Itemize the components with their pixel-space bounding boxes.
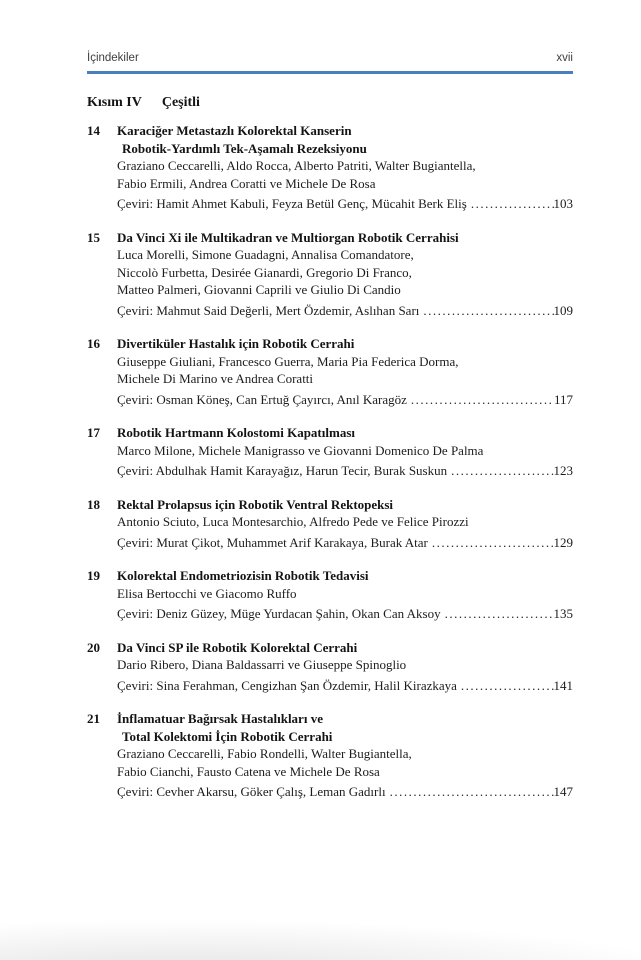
chapter-title-line: Robotik Hartmann Kolostomi Kapatılması	[117, 425, 355, 440]
translator-line	[117, 534, 573, 552]
translator-text: Çeviri: Osman Köneş, Can Ertuğ Çayırcı, Anıl Karagöz	[117, 391, 407, 407]
chapter-title-line: Divertiküler Hastalık için Robotik Cerrahi	[117, 336, 355, 351]
author-line: Fabio Cianchi, Fausto Catena ve Michele De Rosa	[117, 763, 380, 779]
translator-text: Çeviri: Sina Ferahman, Cengizhan Şan Özdemir, Halil Kirazkaya	[117, 677, 457, 693]
author-line: Matteo Palmeri, Giovanni Caprili ve Giulio Di Candio	[117, 282, 401, 297]
dot-leader	[428, 534, 554, 552]
chapter-title-line: İnflamatuar Bağırsak Hastalıkları ve	[117, 711, 323, 726]
chapter-authors	[117, 157, 573, 192]
chapter-title	[117, 335, 573, 353]
dot-leader	[386, 783, 554, 801]
chapter-title	[117, 122, 573, 157]
author-line: Graziano Ceccarelli, Aldo Rocca, Alberto Patriti, Walter Bugiantella,	[117, 158, 476, 173]
translator-text: Çeviri: Murat Çikot, Muhammet Arif Karakaya, Burak Atar	[117, 534, 428, 550]
toc-entry-body	[117, 335, 573, 408]
dot-leader	[441, 605, 554, 623]
dot-leader	[419, 302, 553, 320]
section-title: Çeşitli	[161, 95, 200, 110]
page-number: 135	[553, 606, 573, 621]
author-line: Fabio Ermili, Andrea Coratti ve Michele De Rosa	[117, 175, 376, 191]
page-content	[87, 52, 573, 817]
author-line: Dario Ribero, Diana Baldassarri ve Giuseppe Spinoglio	[117, 657, 407, 672]
author-line: Elisa Bertocchi ve Giacomo Ruffo	[117, 585, 297, 601]
chapter-authors	[117, 513, 573, 531]
page-number: 141	[553, 677, 573, 693]
translator-line	[117, 783, 573, 801]
translator-text: Çeviri: Mahmut Said Değerli, Mert Özdemir, Aslıhan Sarı	[117, 302, 420, 318]
chapter-number: 19	[87, 568, 100, 583]
page-number: 109	[553, 302, 573, 318]
toc-entry-body	[117, 567, 573, 623]
dot-leader	[467, 195, 554, 213]
document-title: İçindekiler	[87, 52, 139, 64]
chapter-title	[117, 567, 573, 585]
toc-entry	[87, 122, 573, 213]
toc-entry	[87, 424, 573, 480]
chapter-number: 16	[87, 336, 100, 351]
author-line: Michele Di Marino ve Andrea Coratti	[117, 371, 314, 386]
translator-text: Çeviri: Deniz Güzey, Müge Yurdacan Şahin, Okan Can Aksoy	[117, 606, 441, 621]
chapter-authors	[117, 353, 573, 388]
toc-entry	[87, 639, 573, 695]
chapter-authors	[117, 745, 573, 780]
page-number: 117	[553, 391, 573, 407]
chapter-title-line: Da Vinci Xi ile Multikadran ve Multiorgan Robotik Cerrahisi	[117, 229, 459, 245]
chapter-title	[117, 710, 573, 745]
chapter-number: 20	[87, 639, 100, 655]
chapter-number: 14	[87, 123, 100, 138]
chapter-authors	[117, 246, 573, 299]
chapter-title-line: Da Vinci SP ile Robotik Kolorektal Cerrahi	[117, 639, 358, 655]
page-number: 129	[553, 534, 573, 550]
page-number: 103	[553, 196, 573, 211]
chapter-title-line: Rektal Prolapsus için Robotik Ventral Rektopeksi	[117, 496, 394, 512]
dot-leader	[447, 462, 553, 480]
toc-entry	[87, 710, 573, 801]
translator-text: Çeviri: Cevher Akarsu, Göker Çalış, Leman Gadırlı	[117, 784, 386, 799]
section-label: Kısım IV	[87, 95, 142, 110]
translator-text: Çeviri: Abdulhak Hamit Karayağız, Harun Tecir, Burak Suskun	[117, 463, 448, 478]
author-line: Niccolò Furbetta, Desirée Gianardi, Gregorio Di Franco,	[117, 264, 412, 280]
toc-entry-body	[117, 710, 573, 801]
toc-entry	[87, 496, 573, 552]
translator-line	[117, 391, 573, 409]
author-line: Marco Milone, Michele Manigrasso ve Giovanni Domenico De Palma	[117, 442, 484, 458]
toc-entry-body	[117, 229, 573, 320]
chapter-number: 21	[87, 711, 100, 726]
chapter-title-line: Total Kolektomi İçin Robotik Cerrahi	[122, 728, 333, 744]
author-line: Antonio Sciuto, Luca Montesarchio, Alfredo Pede ve Felice Pirozzi	[117, 514, 469, 529]
toc-entry-body	[117, 122, 573, 213]
chapter-authors	[117, 442, 573, 460]
page-bottom-shadow	[0, 880, 641, 960]
chapter-authors	[117, 656, 573, 674]
chapter-number: 17	[87, 425, 100, 440]
chapter-title	[117, 229, 573, 247]
toc-entry	[87, 229, 573, 320]
toc-entries	[87, 122, 573, 801]
author-line: Giuseppe Giuliani, Francesco Guerra, Maria Pia Federica Dorma,	[117, 353, 459, 369]
dot-leader	[407, 391, 554, 409]
page-number-roman: xvii	[556, 52, 573, 64]
chapter-authors	[117, 585, 573, 603]
chapter-title	[117, 496, 573, 514]
translator-line	[117, 195, 573, 213]
toc-entry	[87, 335, 573, 408]
chapter-number: 18	[87, 496, 100, 512]
chapter-title	[117, 424, 573, 442]
chapter-title-line: Robotik-Yardımlı Tek-Aşamalı Rezeksiyonu	[122, 140, 367, 156]
page-number: 123	[553, 463, 573, 478]
section-heading	[87, 95, 573, 111]
toc-entry-body	[117, 639, 573, 695]
translator-line	[117, 677, 573, 695]
author-line: Luca Morelli, Simone Guadagni, Annalisa Comandatore,	[117, 247, 414, 262]
translator-line	[117, 302, 573, 320]
toc-entry-body	[117, 496, 573, 552]
page-number: 147	[553, 784, 573, 799]
chapter-number: 15	[87, 229, 100, 245]
chapter-title-line: Kolorektal Endometriozisin Robotik Tedavisi	[117, 568, 369, 583]
translator-line	[117, 462, 573, 480]
toc-entry	[87, 567, 573, 623]
translator-text: Çeviri: Hamit Ahmet Kabuli, Feyza Betül Genç, Mücahit Berk Eliş	[117, 196, 467, 211]
header-rule	[87, 71, 573, 74]
running-header	[87, 52, 573, 64]
dot-leader	[457, 677, 554, 695]
chapter-title	[117, 639, 573, 657]
chapter-title-line: Karaciğer Metastazlı Kolorektal Kanserin	[117, 123, 352, 138]
translator-line	[117, 605, 573, 623]
toc-entry-body	[117, 424, 573, 480]
author-line: Graziano Ceccarelli, Fabio Rondelli, Walter Bugiantella,	[117, 746, 412, 761]
